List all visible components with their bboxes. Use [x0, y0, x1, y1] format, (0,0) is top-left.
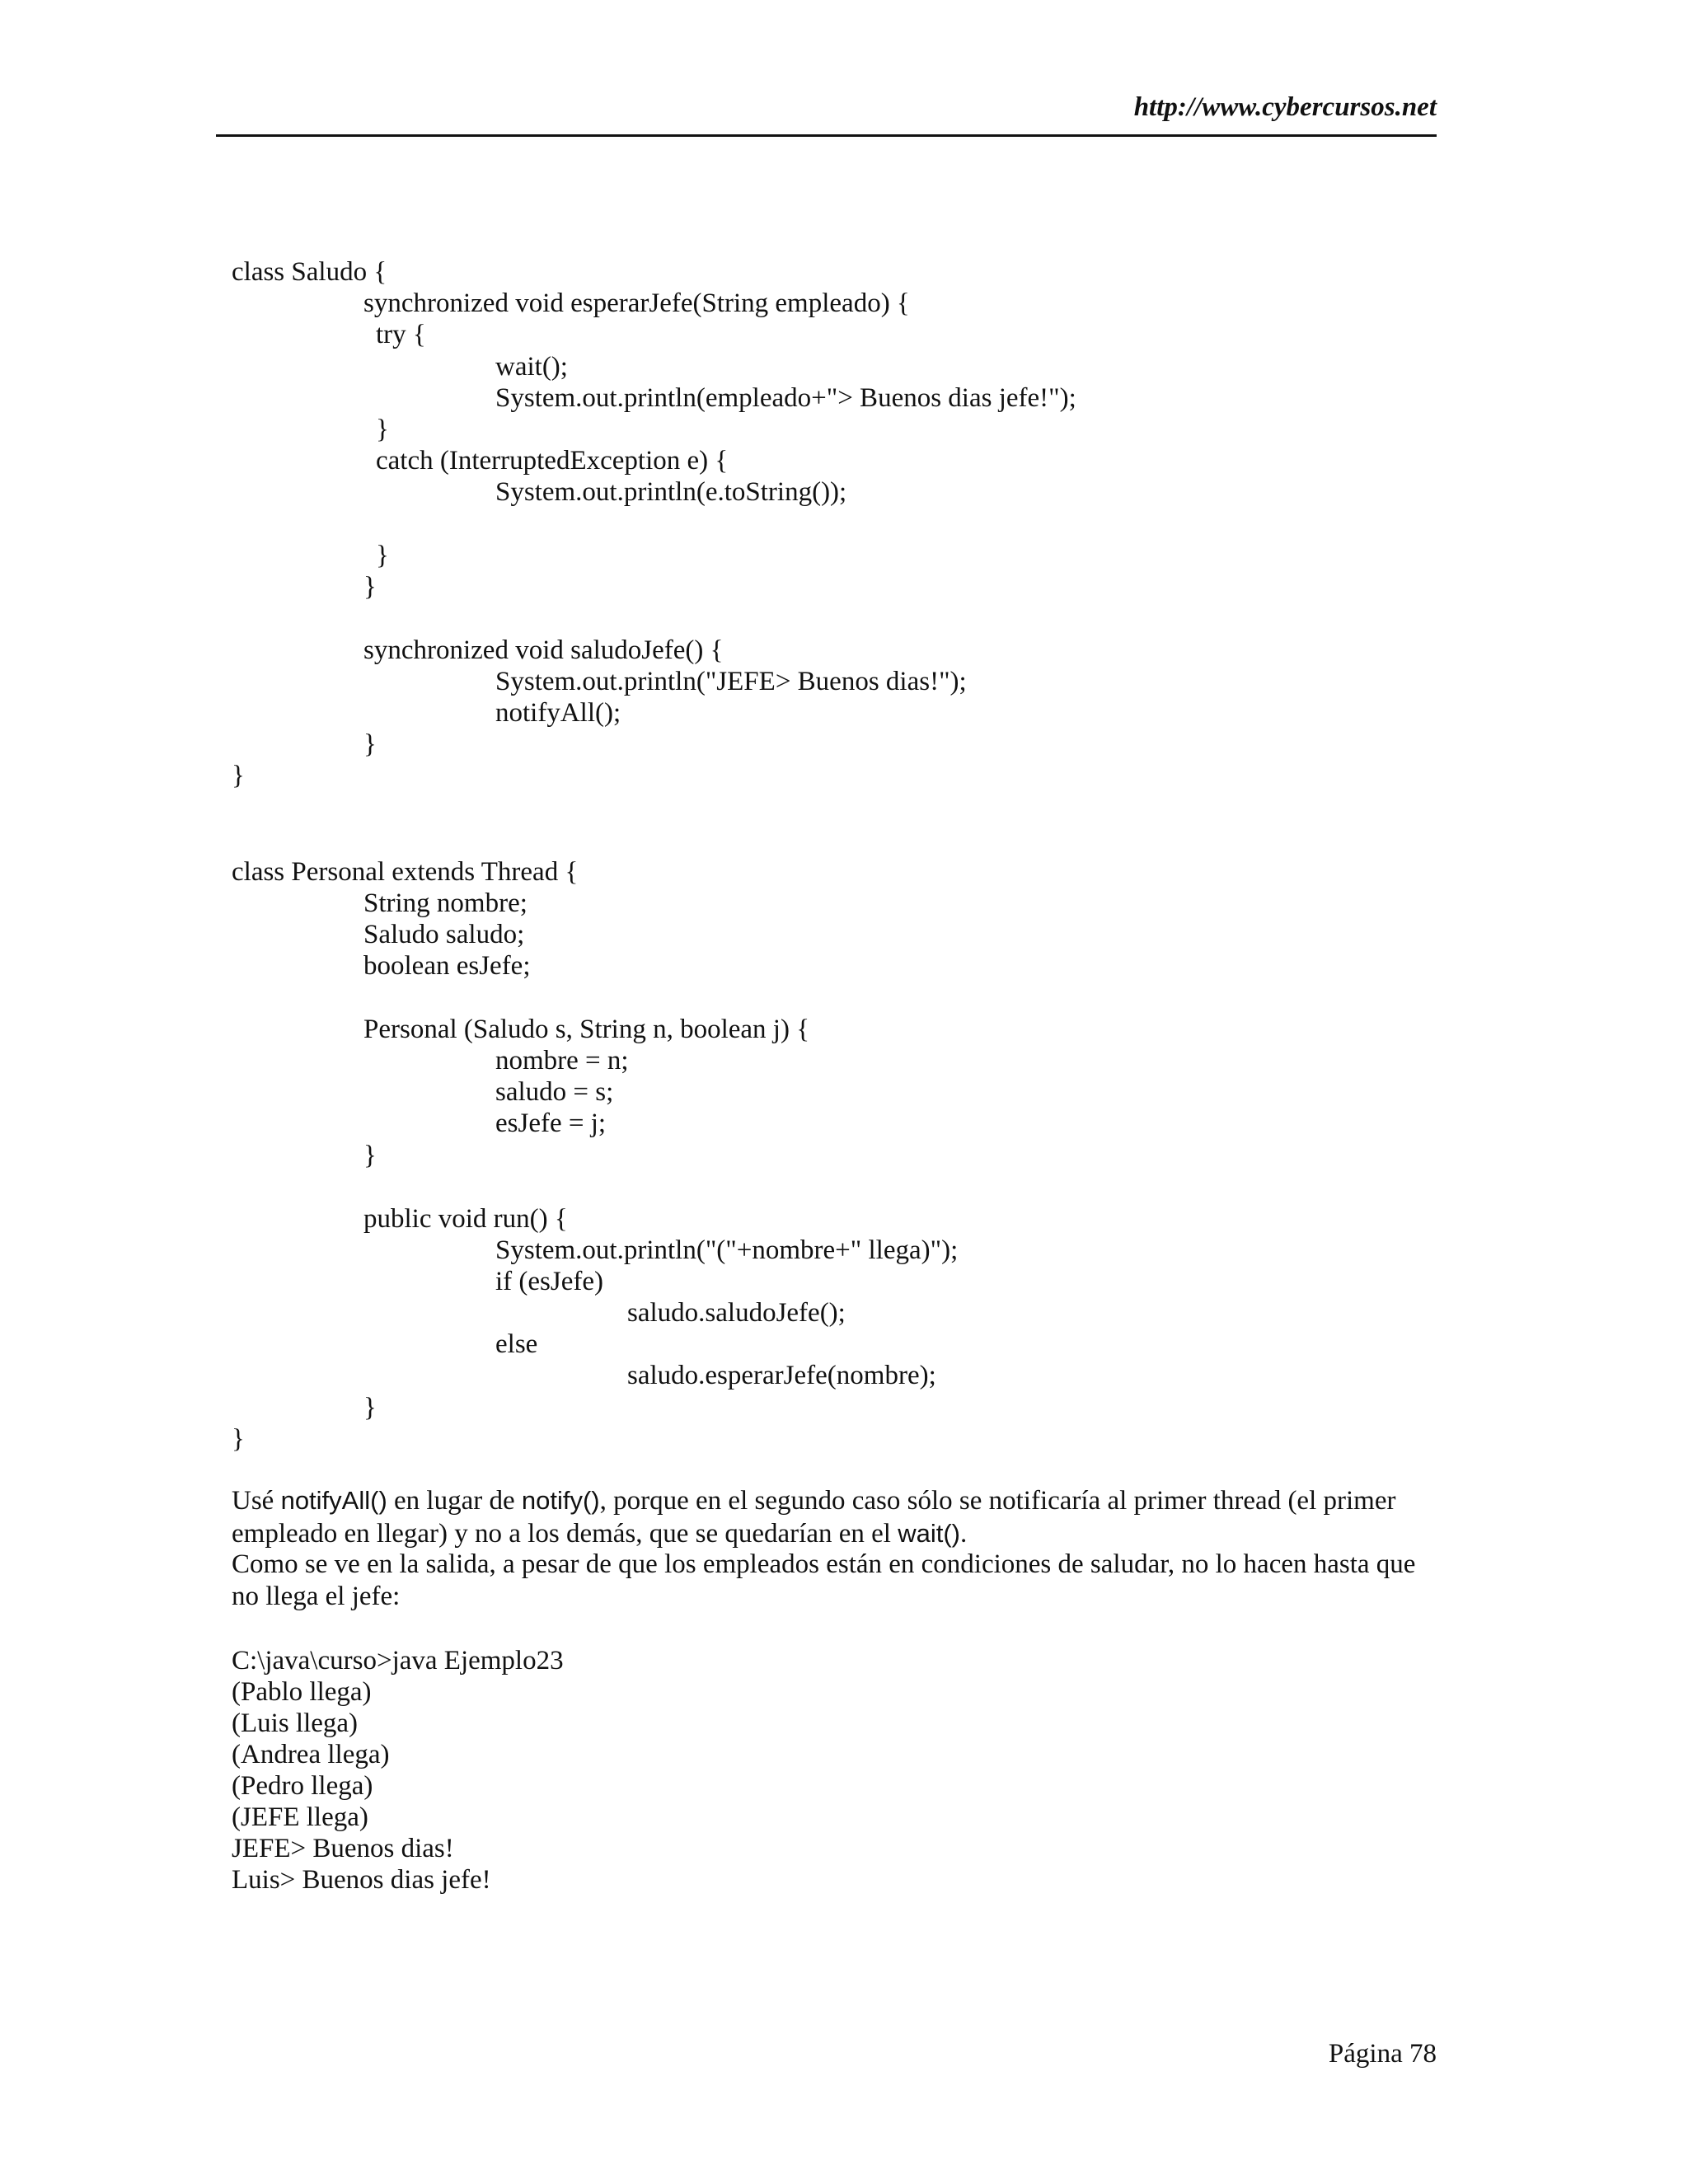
header-rule — [216, 134, 1437, 137]
code-line: synchronized void saludoJefe() { — [363, 635, 724, 665]
explanation-paragraph-2: Como se ve en la salida, a pesar de que los empleados están en condiciones de saludar, no lo hacen hasta que no llega el jefe: — [232, 1549, 1416, 1611]
code-line: esJefe = j; — [495, 1108, 607, 1138]
code-line: } — [376, 415, 389, 444]
code-line: boolean esJefe; — [363, 951, 531, 981]
code-line: } — [363, 729, 377, 759]
page-number: Página 78 — [1328, 2039, 1437, 2069]
output-line: (Pablo llega) — [232, 1677, 372, 1707]
output-line: (Luis llega) — [232, 1708, 359, 1738]
code-line: System.out.println("JEFE> Buenos dias!"); — [495, 667, 967, 696]
code-line: class Personal extends Thread { — [232, 857, 579, 887]
code-line: System.out.println("("+nombre+" llega)"); — [495, 1235, 959, 1265]
code-line: notifyAll(); — [495, 698, 621, 728]
code-line: else — [495, 1329, 538, 1359]
code-line: } — [363, 1393, 377, 1422]
code-line: saludo = s; — [495, 1077, 614, 1107]
code-line: Personal (Saludo s, String n, boolean j) { — [363, 1015, 810, 1044]
code-line: } — [363, 572, 377, 602]
code-line: saludo.saludoJefe(); — [627, 1298, 846, 1328]
code-line: synchronized void esperarJefe(String empleado) { — [363, 288, 910, 318]
code-line: } — [232, 1424, 245, 1454]
inline-code: wait() — [898, 1519, 960, 1548]
inline-code: notifyAll() — [280, 1486, 387, 1515]
explanation-paragraph-1 — [232, 1484, 1437, 1550]
code-line: public void run() { — [363, 1204, 568, 1234]
output-line: (JEFE llega) — [232, 1802, 368, 1832]
code-line: nombre = n; — [495, 1046, 629, 1076]
code-line: wait(); — [495, 352, 568, 382]
code-line: String nombre; — [363, 888, 528, 918]
code-line: try { — [376, 320, 426, 349]
code-line: System.out.println(e.toString()); — [495, 477, 847, 507]
code-line: Saludo saludo; — [363, 920, 525, 949]
paragraph-text: . — [959, 1519, 968, 1549]
code-line: System.out.println(empleado+"> Buenos dias jefe!"); — [495, 383, 1076, 413]
code-line: class Saludo { — [232, 257, 387, 287]
code-line: } — [363, 1141, 377, 1170]
output-line: (Pedro llega) — [232, 1771, 373, 1801]
header-url: http://www.cybercursos.net — [1133, 92, 1437, 122]
output-line: JEFE> Buenos dias! — [232, 1834, 454, 1863]
paragraph-text: Usé — [232, 1486, 281, 1516]
output-line: C:\java\curso>java Ejemplo23 — [232, 1646, 564, 1675]
output-line: (Andrea llega) — [232, 1740, 390, 1769]
inline-code: notify() — [521, 1486, 600, 1515]
code-line: catch (InterruptedException e) { — [376, 446, 729, 476]
code-line: saludo.esperarJefe(nombre); — [627, 1361, 936, 1390]
paragraph-text: en lugar de — [387, 1486, 522, 1516]
paragraph-text: , porque en el segundo caso sólo se notificaría al primer thread (el primer empleado en llegar) y no a los demás, que se quedarían en el — [232, 1486, 1396, 1549]
code-line: if (esJefe) — [495, 1267, 604, 1296]
code-line: } — [232, 761, 245, 790]
code-line: } — [376, 541, 389, 570]
output-line: Luis> Buenos dias jefe! — [232, 1865, 491, 1895]
